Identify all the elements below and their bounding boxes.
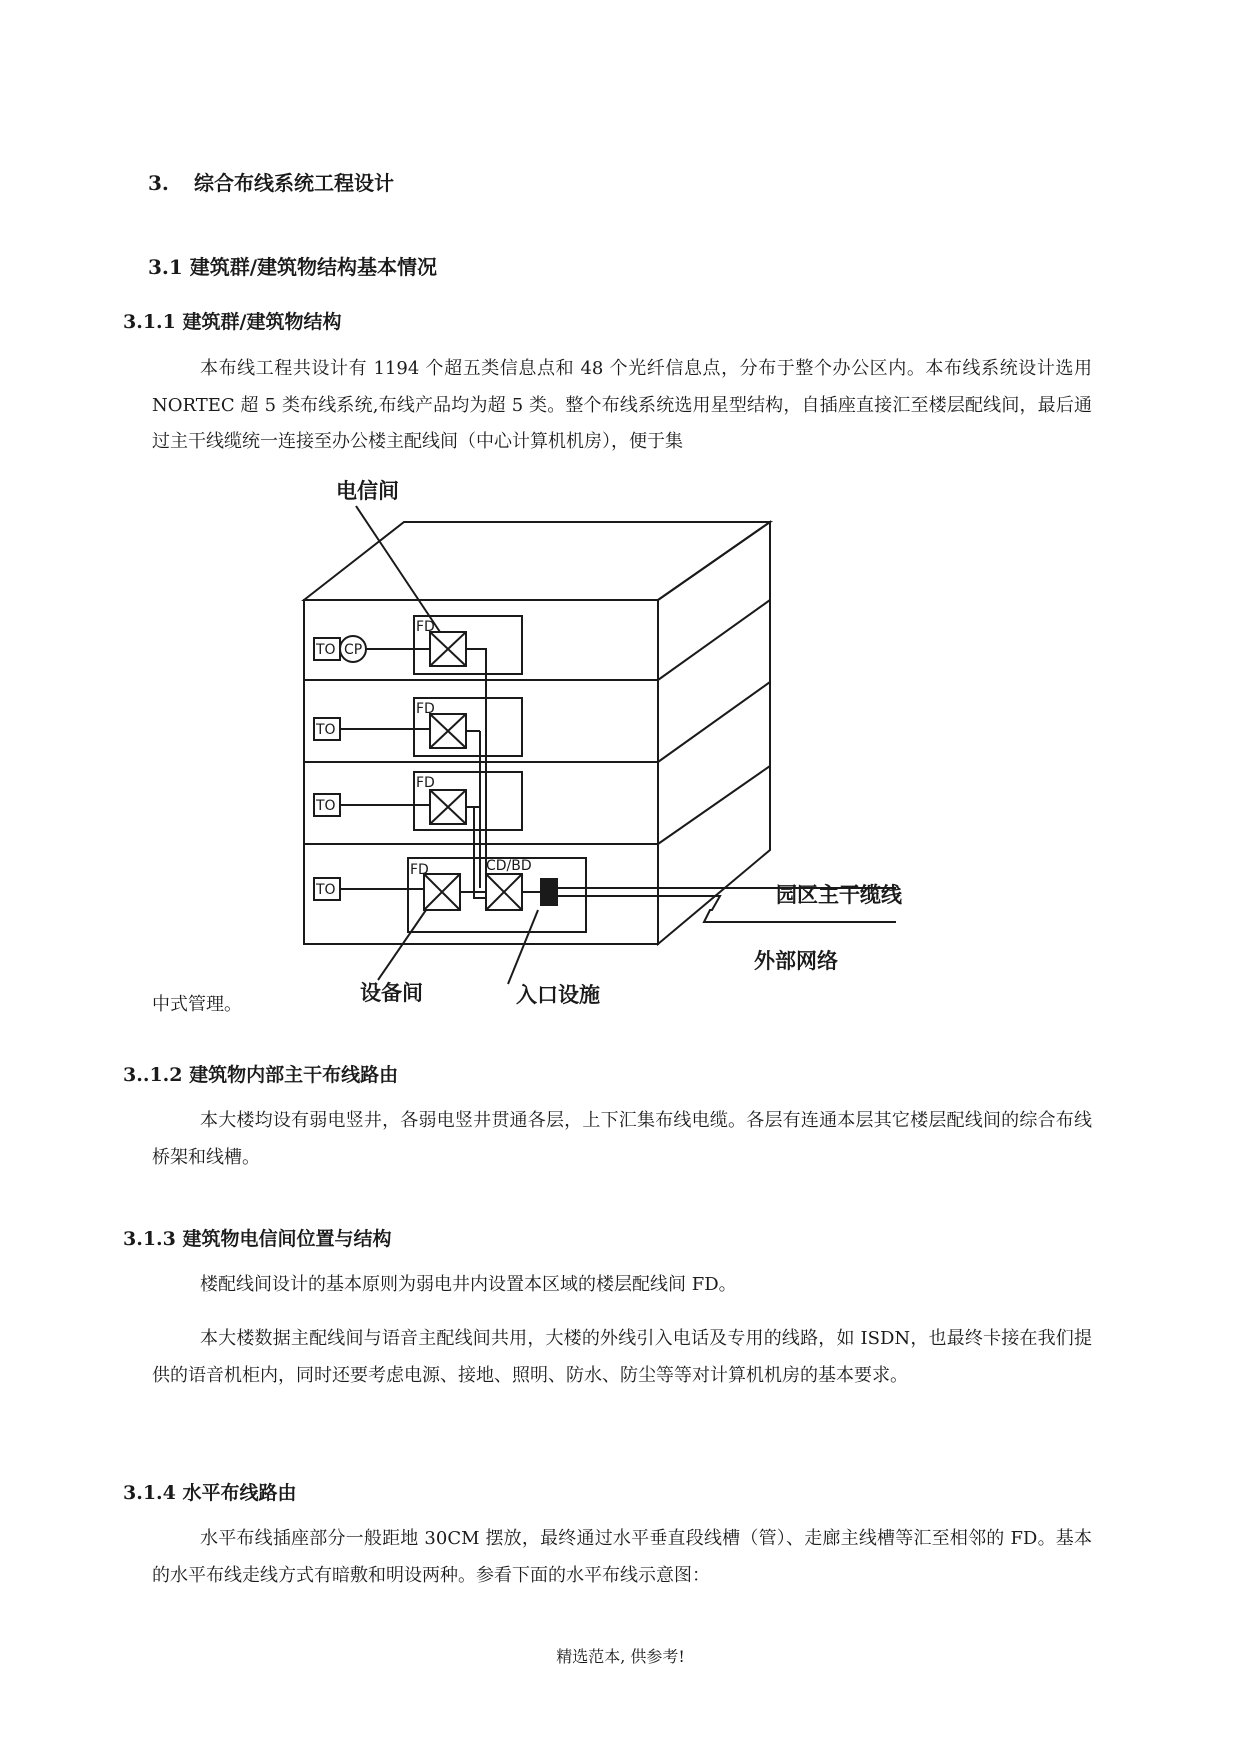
wiring-structure-diagram	[290, 478, 970, 1018]
paragraph-3-1-3a	[152, 1267, 1092, 1304]
page-footer: 精选范本, 供参考!	[556, 1647, 685, 1666]
leader-telecom-room	[356, 506, 440, 632]
label-fd-2: FD	[416, 775, 435, 791]
paragraph-3-1-3b	[152, 1321, 1092, 1394]
label-fd-1: FD	[410, 862, 429, 878]
paragraph-text: 本大楼均设有弱电竖井，各弱电竖井贯通各层，上下汇集布线电缆。各层有连通本层其它楼层配线间的综合布线桥架和线槽。	[152, 1110, 1092, 1168]
section-heading-3-1-2: 3..1.2 建筑物内部主干布线路由	[123, 1064, 399, 1086]
paragraph-3-1-1	[152, 351, 1092, 461]
label-telecom-room: 电信间	[336, 479, 399, 503]
label-cd-bd: CD/BD	[486, 858, 532, 874]
label-campus-backbone: 园区主干缆线	[776, 883, 902, 907]
section-title: 综合布线系统工程设计	[194, 171, 394, 195]
label-fd-3: FD	[416, 701, 435, 717]
section-heading-3-1-1: 3.1.1 建筑群/建筑物结构	[123, 311, 342, 333]
section-heading-3-1-4: 3.1.4 水平布线路由	[123, 1482, 297, 1504]
label-external-network: 外部网络	[754, 949, 838, 973]
label-fd-4: FD	[416, 619, 435, 635]
section-heading-3-1-3: 3.1.3 建筑物电信间位置与结构	[123, 1228, 392, 1250]
paragraph-text: 水平布线插座部分一般距地 30CM 摆放，最终通过水平垂直段线槽（管）、走廊主线槽等汇至相邻的 FD。基本的水平布线走线方式有暗敷和明设两种。参看下面的水平布线示意图：	[152, 1528, 1092, 1586]
paragraph-3-1-2	[152, 1103, 1092, 1176]
section-heading-3	[148, 167, 394, 196]
paragraph-text: 楼配线间设计的基本原则为弱电井内设置本区域的楼层配线间 FD。	[200, 1274, 737, 1295]
building-right-face	[658, 522, 770, 944]
label-cp: CP	[344, 642, 363, 658]
leader-entrance	[508, 910, 538, 984]
floor-4	[304, 600, 658, 680]
entrance-block	[540, 878, 558, 906]
paragraph-text: 本布线工程共设计有 1194 个超五类信息点和 48 个光纤信息点，分布于整个办公区内。本布线系统设计选用 NORTEC 超 5 类布线系统,布线产品均为超 5 类。整个布线系统选用星型结构，自插座直接汇至楼层配线间，最后通过主干线缆统一连接至办公楼主配线间（中心计算机机房），便于集	[152, 358, 1092, 452]
paragraph-3-1-4	[152, 1521, 1092, 1594]
label-to-3: TO	[316, 722, 336, 738]
paragraph-tail: 中式管理。	[152, 994, 242, 1015]
paragraph-text: 本大楼数据主配线间与语音主配线间共用，大楼的外线引入电话及专用的线路，如 ISDN，也最终卡接在我们提供的语音机柜内，同时还要考虑电源、接地、照明、防水、防尘等等对计算机机房的基本要求。	[152, 1328, 1092, 1386]
section-number: 3.	[148, 171, 169, 195]
label-to-4: TO	[316, 642, 336, 658]
label-entrance-facility: 入口设施	[516, 983, 600, 1007]
section-heading-3-1: 3.1 建筑群/建筑物结构基本情况	[148, 255, 438, 279]
label-equipment-room: 设备间	[360, 981, 423, 1005]
label-to-2: TO	[316, 798, 336, 814]
label-to-1: TO	[316, 882, 336, 898]
